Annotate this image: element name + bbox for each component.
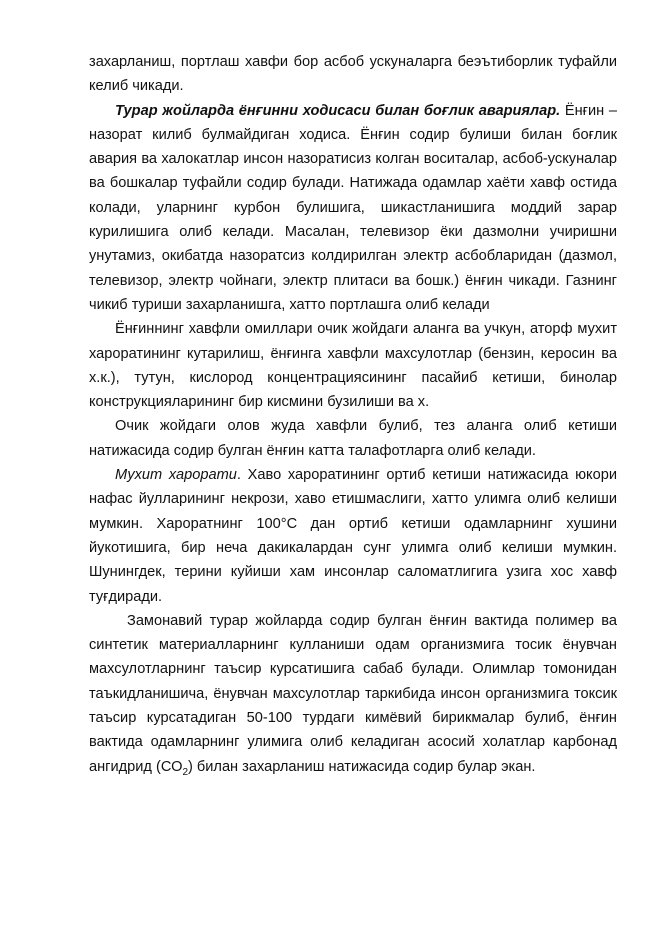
paragraph-text: Замонавий турар жойларда содир булган ёнғин вактида полимер ва синтетик материалларнинг кулланиши одам организмига тосик ёнувчан махсулотларнинг таъсир курсатишига сабаб булади. Олимлар томонидан таъкидланишича, ёнувчан махсулотлар таркибида инсон организмига токсик таъсир курсатадиган 50-100 турдаги кимёвий бирикмалар булиб, ёнғин вактида одамларнинг улимига олиб келадиган асосий холатлар карбонад ангидрид (СО — [89, 612, 617, 775]
paragraph-modern-housing — [89, 609, 617, 779]
subscript-2: 2 — [182, 766, 188, 778]
paragraph-continuation — [89, 50, 617, 99]
paragraph-text: захарланиш, портлаш хавфи бор асбоб ускуналарга беэътиборлик туфайли келиб чикади. — [89, 54, 617, 95]
paragraph-text: Ёнғин – назорат килиб булмайдиган ходиса. Ёнғин содир булиши билан боғлик авария ва халокатлар инсон назоратисиз колган воситалар, асбоб-ускуналар ва бошкалар туфайли содир булади. Натижада одамлар хаёти хавф остида колади, уларнинг курбон булишига, шикастланишига моддий зарар курилишига олиб келади. Масалан, телевизор ёки дазмолни учиришни унутамиз, окибатда назоратсиз колдирилган электр асбобларидан (дазмол, телевизор, электр чойнаги, электр плитаси ва бошк.) ёнғин чикади. Газнинг чикиб туриши захарланишга, хатто портлашга олиб келади — [89, 102, 617, 313]
document-page — [89, 50, 617, 779]
paragraph-open-fire — [89, 414, 617, 463]
section-heading-temperature: Мухит харорати — [115, 467, 237, 484]
paragraph-fire-accidents — [89, 99, 617, 318]
paragraph-temperature — [89, 463, 617, 609]
paragraph-text: Очик жойдаги олов жуда хавфли булиб, тез аланга олиб кетиши натижасида содир булган ёнғин катта талафотларга олиб келади. — [89, 418, 617, 459]
section-heading-fire: Турар жойларда ёнғинни ходисаси билан боғлик авариялар. — [115, 102, 561, 119]
paragraph-text: Ёнғиннинг хавфли омиллари очик жойдаги аланга ва учкун, аторф мухит хароратининг кутарилиш, ёнғинга хавфли махсулотлар (бензин, керосин ва х.к.), тутун, кислород концентрациясининг пасайиб кетиши, бинолар конструкцияларининг бир кисмини бузилиши ва х. — [89, 321, 617, 411]
paragraph-text: . Хаво хароратининг ортиб кетиши натижасида юкори нафас йулларининг некрози, хаво етишмаслиги, хатто улимга олиб келиши мумкин. Хароратнинг 100°С дан ортиб кетиши одамларнинг хушини йукотишига, бир неча дакикалардан сунг улимга олиб келиши мумкин. Шунингдек, терини куйиши хам инсонлар саломатлигига узига хос хавф туғдиради. — [89, 467, 617, 605]
paragraph-text-tail: ) билан захарланиш натижасида содир булар экан. — [188, 758, 536, 775]
paragraph-fire-hazards — [89, 317, 617, 414]
